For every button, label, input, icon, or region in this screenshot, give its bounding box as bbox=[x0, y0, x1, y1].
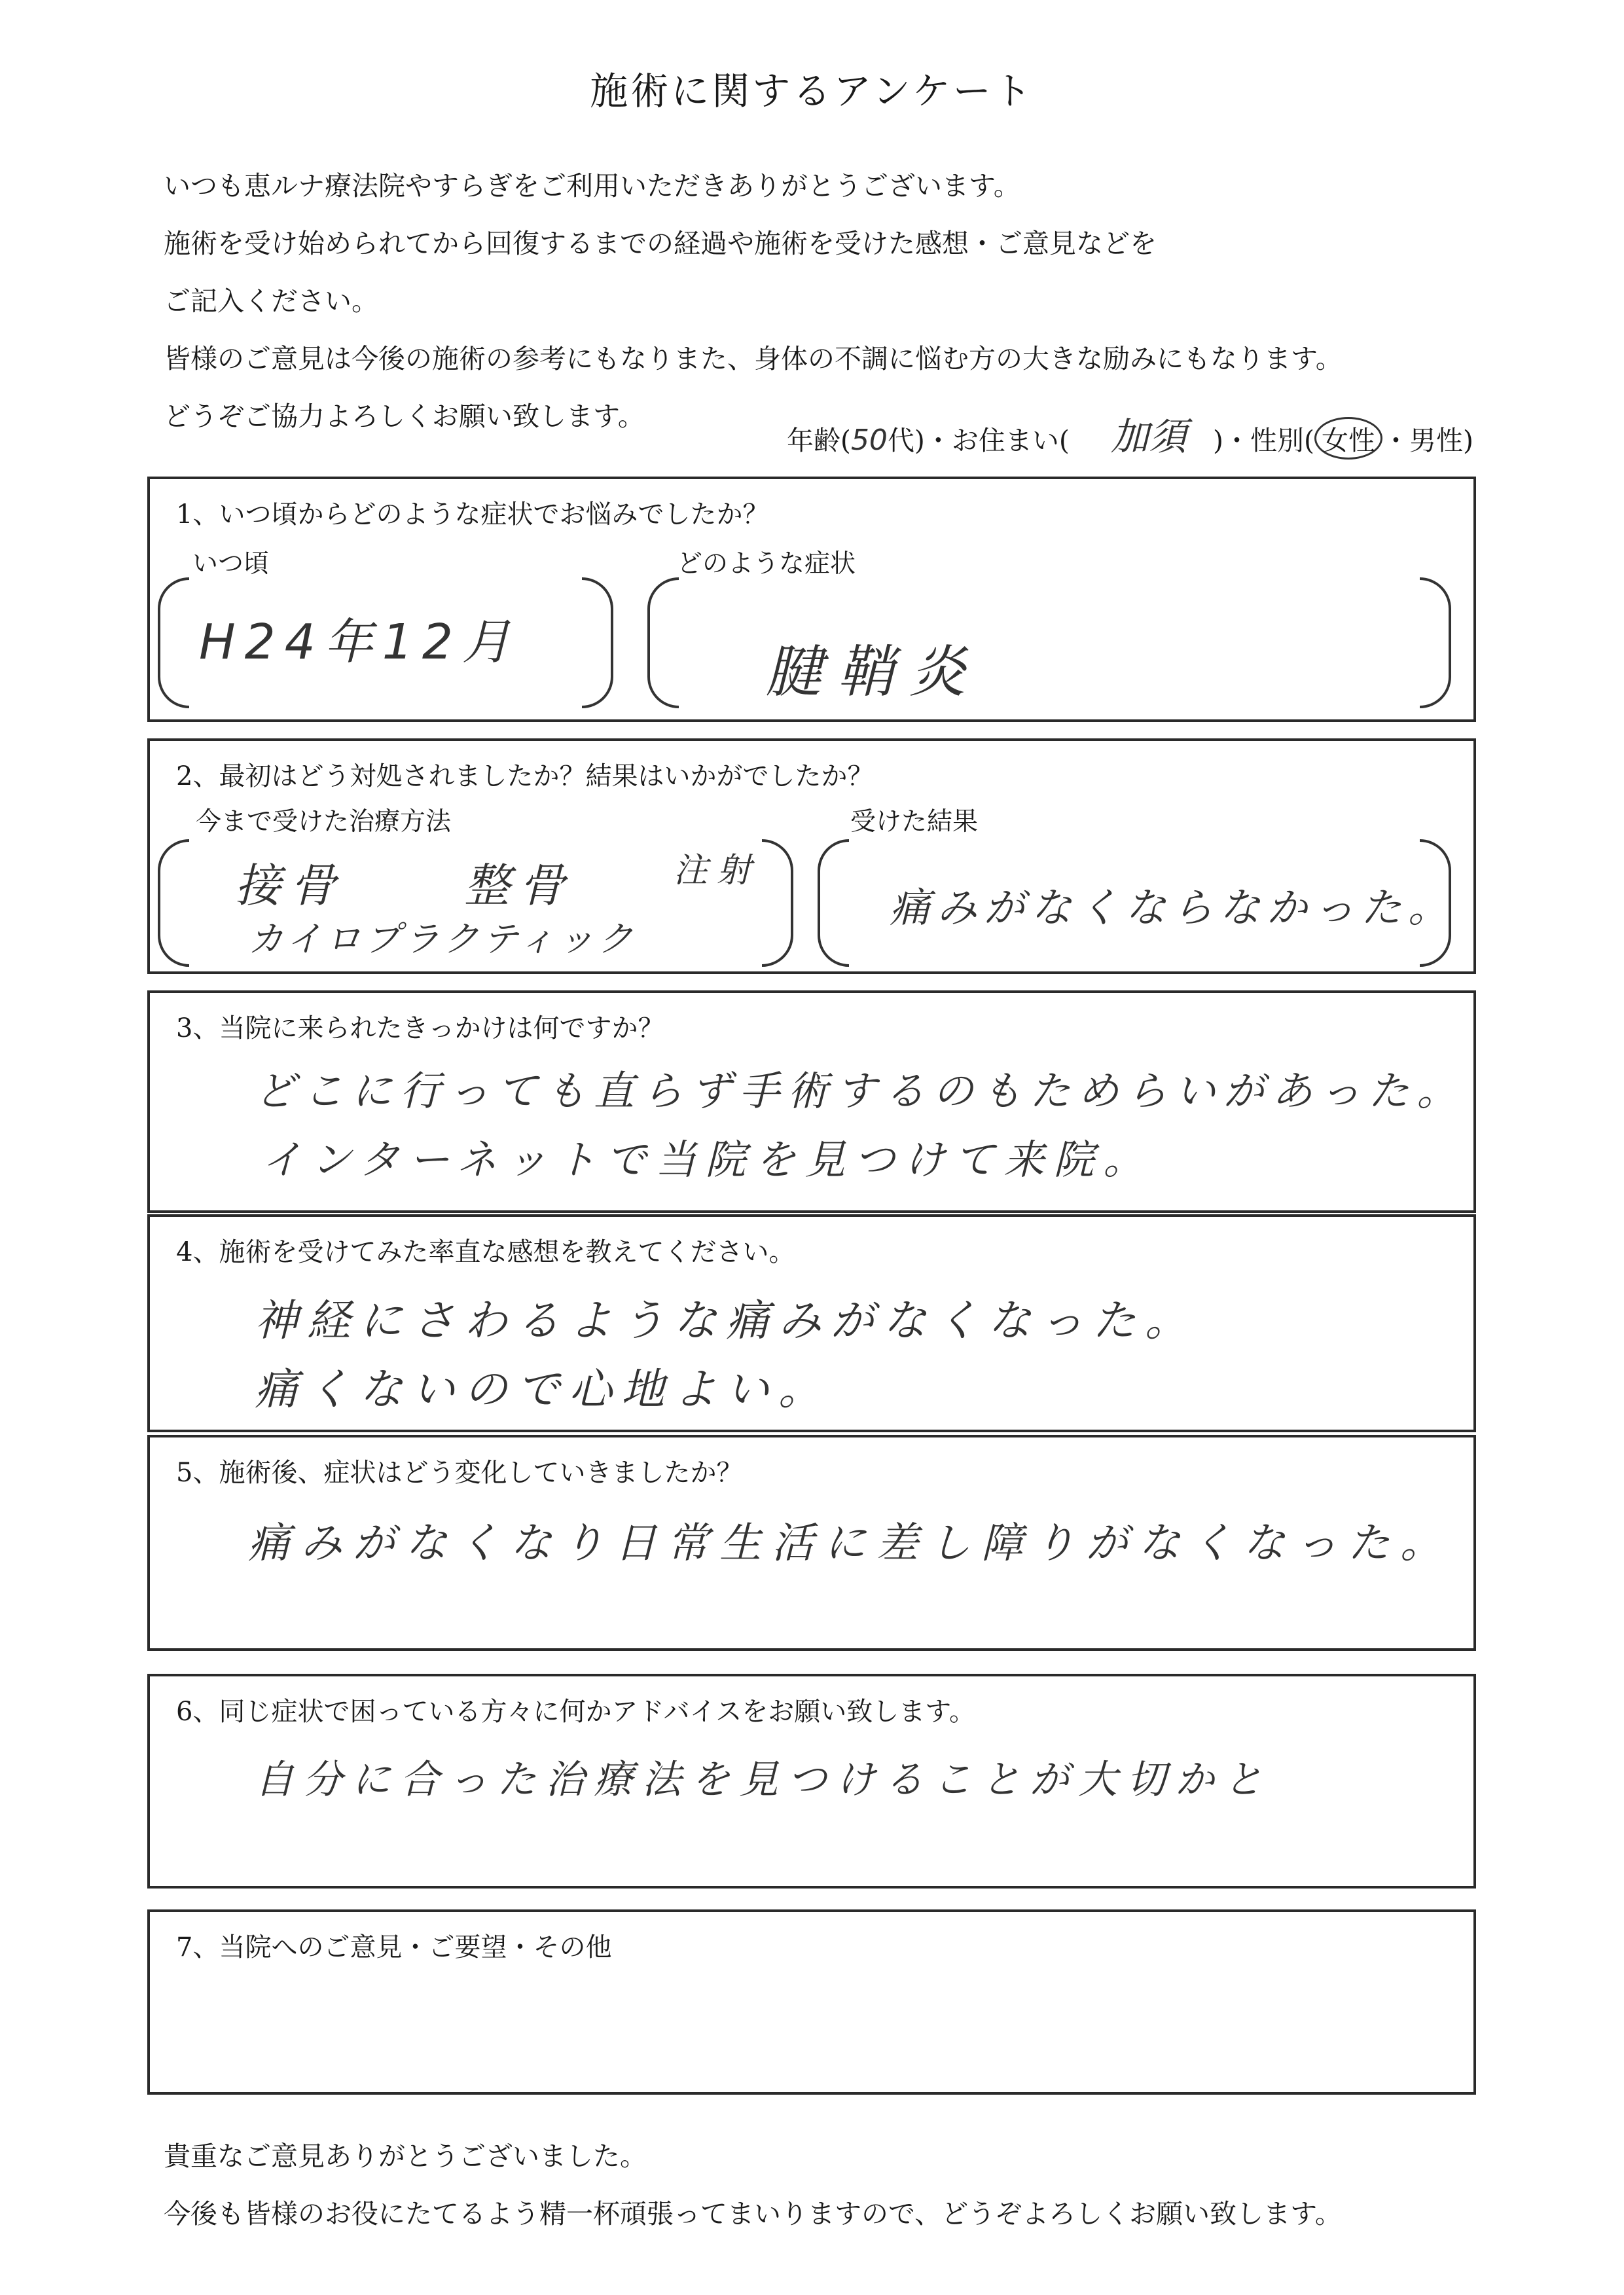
question-1-box bbox=[147, 477, 1476, 722]
symptom-label: どのような症状 bbox=[677, 549, 856, 579]
intro-line: いつも恵ルナ療法院やすらぎをご利用いただきありがとうございます。 bbox=[164, 170, 1020, 202]
gender-separator: ・ bbox=[1382, 425, 1409, 456]
intro-text bbox=[164, 157, 1343, 445]
question-6-box bbox=[147, 1674, 1476, 1888]
form-title: 施術に関するアンケート bbox=[590, 69, 1034, 113]
answer-line[interactable]: 神経にさわるような痛みがなくなった。 bbox=[255, 1295, 1197, 1346]
bracket-left bbox=[818, 839, 849, 967]
bracket-left bbox=[158, 577, 189, 708]
method-answer-2[interactable]: 整骨 bbox=[464, 859, 574, 913]
age-label: 年齢( bbox=[786, 425, 851, 456]
gender-close: ) bbox=[1463, 425, 1473, 456]
when-label: いつ頃 bbox=[192, 549, 270, 579]
bracket-right bbox=[762, 839, 793, 967]
method-answer-3[interactable]: 注射 bbox=[674, 851, 761, 890]
closing-text bbox=[164, 2127, 1342, 2243]
answer-line[interactable]: 痛みがなくなり日常生活に差し障りがなくなった。 bbox=[248, 1519, 1453, 1568]
bracket-left bbox=[158, 839, 189, 967]
closing-line: 今後も皆様のお役にたてるよう精一杯頑張ってまいりますので、どうぞよろしくお願い致します。 bbox=[164, 2198, 1342, 2230]
answer-line[interactable]: インターネットで当院を見つけて来院。 bbox=[261, 1136, 1153, 1184]
when-answer[interactable]: H24年12月 bbox=[199, 614, 520, 670]
age-value[interactable]: 50 bbox=[850, 424, 888, 457]
method-label: 今まで受けた治療方法 bbox=[196, 807, 452, 837]
residence-value[interactable]: 加須 bbox=[1110, 414, 1187, 459]
demographics-row bbox=[787, 406, 1473, 461]
question-7-box bbox=[147, 1909, 1476, 2095]
answer-line[interactable]: どこに行っても直らず手術するのもためらいがあった。 bbox=[255, 1067, 1466, 1115]
intro-line: 皆様のご意見は今後の施術の参考にもなりまた、身体の不調に悩む方の大きな励みにもなります。 bbox=[164, 343, 1343, 374]
residence-label: 代)・お住まい( bbox=[887, 425, 1070, 456]
question-5-text: 5、施術後、症状はどう変化していきましたか？ bbox=[176, 1458, 743, 1488]
intro-line: ご記入ください。 bbox=[164, 285, 378, 317]
question-1-text: 1、いつ頃からどのような症状でお悩みでしたか？ bbox=[176, 499, 769, 530]
gender-female-selected[interactable]: 女性 bbox=[1314, 417, 1382, 460]
closing-line: 貴重なご意見ありがとうございました。 bbox=[164, 2141, 647, 2172]
bracket-right bbox=[582, 577, 613, 708]
question-7-text: 7、当院へのご意見・ご要望・その他 bbox=[176, 1932, 612, 1962]
symptom-answer[interactable]: 腱鞘炎 bbox=[765, 640, 981, 705]
intro-line: どうぞご協力よろしくお願い致します。 bbox=[164, 401, 645, 432]
question-4-box bbox=[147, 1214, 1476, 1432]
question-5-box bbox=[147, 1435, 1476, 1651]
question-4-text: 4、施術を受けてみた率直な感想を教えてください。 bbox=[176, 1237, 795, 1267]
gender-male-option[interactable]: 男性 bbox=[1409, 425, 1463, 456]
intro-line: 施術を受け始められてから回復するまでの経過や施術を受けた感想・ご意見などを bbox=[164, 228, 1157, 259]
question-6-text: 6、同じ症状で困っている方々に何かアドバイスをお願い致します。 bbox=[176, 1697, 976, 1727]
result-answer[interactable]: 痛みがなくならなかった。 bbox=[890, 884, 1456, 931]
question-3-box bbox=[147, 990, 1476, 1213]
result-label: 受けた結果 bbox=[850, 807, 979, 837]
method-answer-4[interactable]: カイロプラクティック bbox=[248, 918, 638, 960]
bracket-left bbox=[647, 577, 679, 708]
question-2-box bbox=[147, 738, 1476, 974]
answer-line[interactable]: 痛くないので心地よい。 bbox=[255, 1364, 831, 1415]
answer-line[interactable]: 自分に合った治療法を見つけることが大切かと bbox=[255, 1757, 1272, 1803]
question-2-text: 2、最初はどう対処されましたか？結果はいかがでしたか？ bbox=[176, 761, 874, 791]
method-answer-1[interactable]: 接骨 bbox=[235, 859, 345, 913]
bracket-right bbox=[1420, 577, 1451, 708]
question-3-text: 3、当院に来られたきっかけは何ですか？ bbox=[176, 1013, 664, 1043]
gender-label: )・性別( bbox=[1213, 425, 1314, 456]
